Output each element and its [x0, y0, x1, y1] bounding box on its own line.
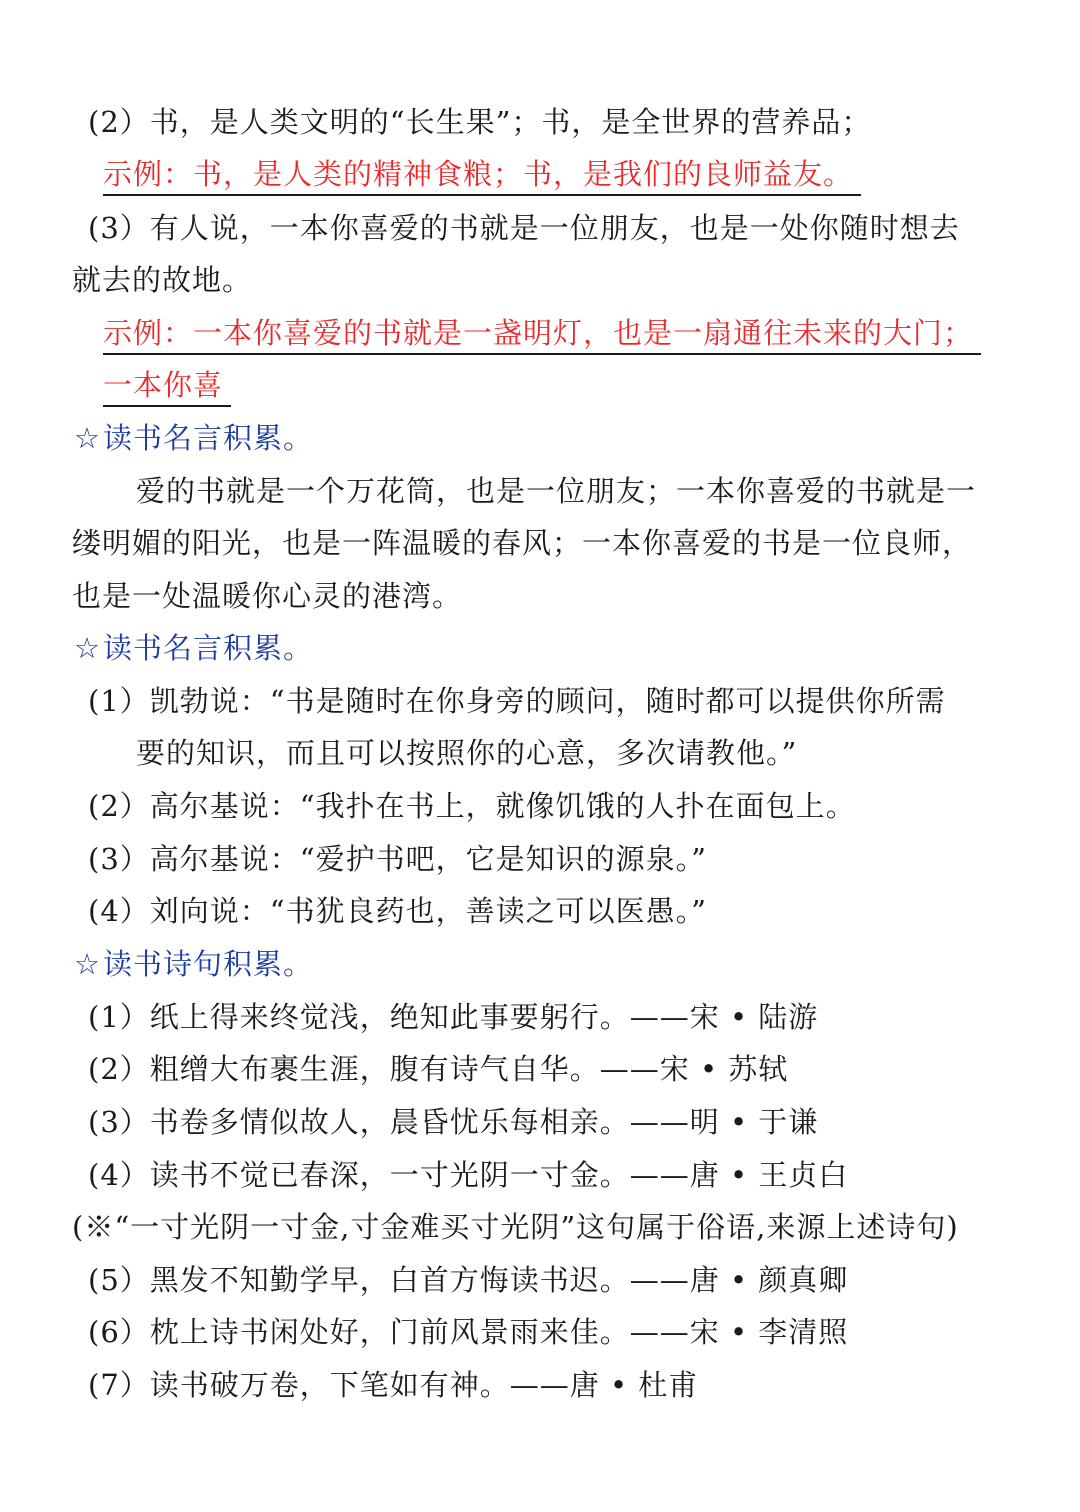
- paragraph-line: 爱的书就是一个万花筒，也是一位朋友；一本你喜爱的书就是一: [136, 474, 977, 508]
- section-heading-label: 读书名言积累。: [103, 421, 314, 455]
- poem-line: (5）黑发不知勤学早，白首方悔读书迟。——唐 • 颜真卿: [88, 1263, 849, 1297]
- poem-line: (1）纸上得来终觉浅，绝知此事要躬行。——宋 • 陆游: [88, 1000, 819, 1034]
- section-heading-label: 读书名言积累。: [103, 631, 314, 665]
- star-icon: ☆: [74, 421, 101, 455]
- quote-line: 要的知识，而且可以按照你的心意，多次请教他。”: [136, 736, 798, 770]
- star-icon: ☆: [74, 947, 101, 981]
- paragraph-line: 也是一处温暖你心灵的港湾。: [72, 579, 463, 613]
- section-heading: [74, 418, 313, 458]
- poem-line: (4）读书不觉已春深，一寸光阴一寸金。——唐 • 王贞白: [88, 1158, 849, 1192]
- poem-line: (3）书卷多情似故人，晨昏忧乐每相亲。——明 • 于谦: [88, 1105, 819, 1139]
- poem-line: (6）枕上诗书闲处好，门前风景雨来佳。——宋 • 李清照: [88, 1315, 849, 1349]
- section-heading: [74, 628, 313, 668]
- example-answer: 一本你喜: [103, 365, 231, 407]
- paragraph-line: 缕明媚的阳光，也是一阵温暖的春风；一本你喜爱的书是一位良师，: [72, 526, 973, 560]
- poem-line: (7）读书破万卷，下笔如有神。——唐 • 杜甫: [88, 1368, 699, 1402]
- example-answer: 示例：一本你喜爱的书就是一盏明灯，也是一扇通往未来的大门；: [103, 313, 981, 355]
- quote-line: (2）高尔基说：“我扑在书上，就像饥饿的人扑在面包上。: [88, 789, 856, 823]
- section-heading-label: 读书诗句积累。: [103, 947, 314, 981]
- quote-line: (1）凯勃说：“书是随时在你身旁的顾问，随时都可以提供你所需: [88, 684, 946, 718]
- star-icon: ☆: [74, 631, 101, 665]
- text-line: (3）有人说，一本你喜爱的书就是一位朋友，也是一处你随时想去: [88, 211, 960, 245]
- text-line: 就去的故地。: [72, 263, 253, 297]
- quote-line: (3）高尔基说：“爱护书吧，它是知识的源泉。”: [88, 842, 707, 876]
- note-line: (※“一寸光阴一寸金,寸金难买寸光阴”这句属于俗语,来源上述诗句): [72, 1210, 959, 1244]
- section-heading: [74, 944, 313, 984]
- poem-line: (2）粗缯大布裹生涯，腹有诗气自华。——宋 • 苏轼: [88, 1052, 789, 1086]
- text-line: (2）书，是人类文明的“长生果”；书，是全世界的营养品；: [88, 105, 872, 139]
- quote-line: (4）刘向说：“书犹良药也，善读之可以医愚。”: [88, 894, 707, 928]
- example-answer: 示例：书，是人类的精神食粮；书，是我们的良师益友。: [103, 154, 861, 196]
